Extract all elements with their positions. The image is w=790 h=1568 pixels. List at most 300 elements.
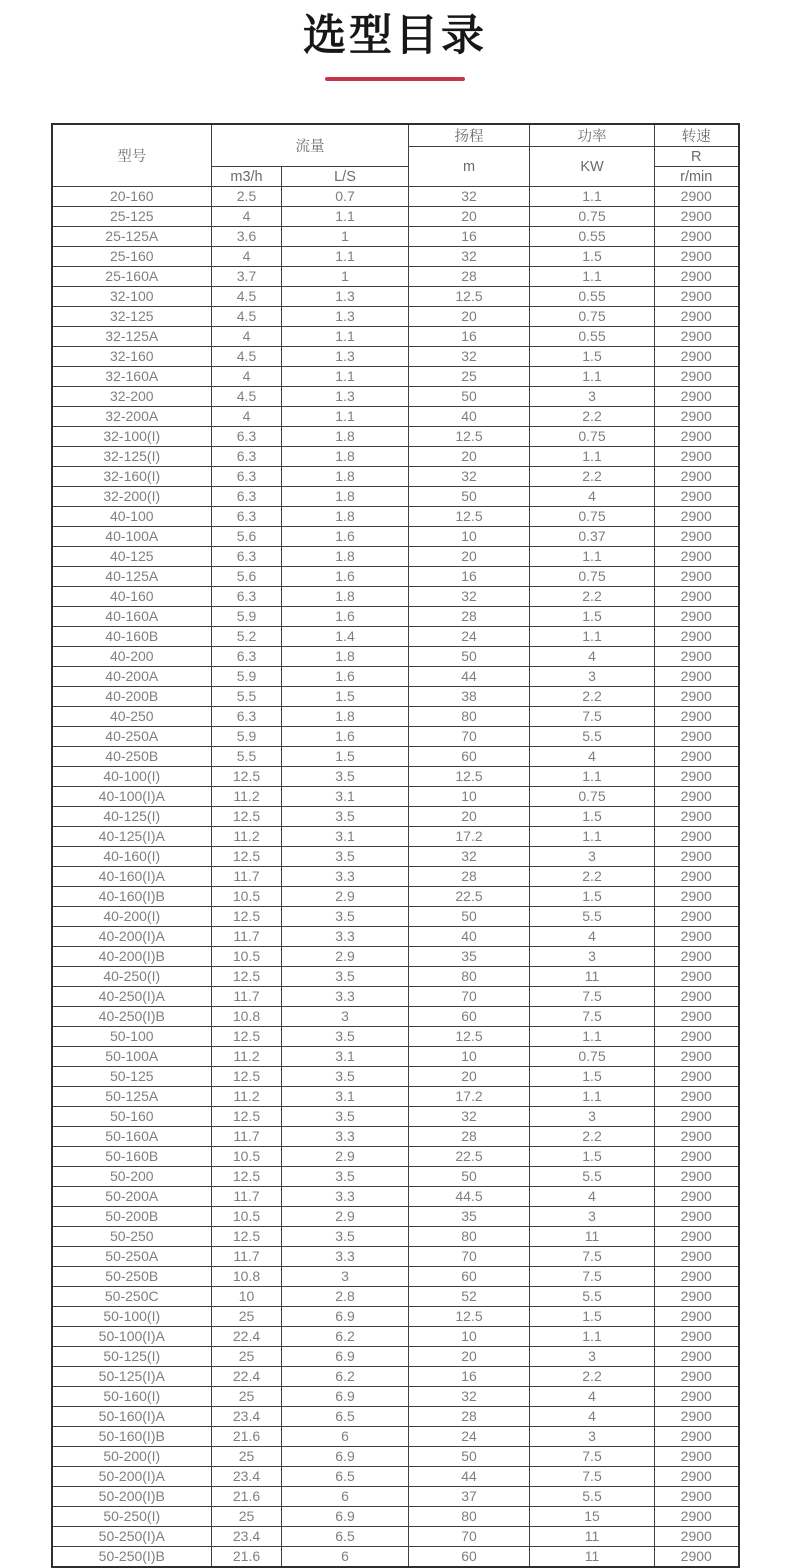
power-kw-cell: 4 [530,487,655,507]
flow-m3h-cell: 6.3 [212,447,282,467]
speed-rpm-cell: 2900 [655,547,739,567]
model-cell: 50-250B [52,1267,212,1287]
model-cell: 50-100A [52,1047,212,1067]
speed-rpm-cell: 2900 [655,1427,739,1447]
model-cell: 32-125A [52,327,212,347]
power-kw-cell: 1.1 [530,447,655,467]
flow-m3h-cell: 6.3 [212,547,282,567]
table-row [52,887,739,907]
head-m-cell: 32 [409,847,530,867]
speed-rpm-cell: 2900 [655,1027,739,1047]
table-row [52,967,739,987]
power-kw-cell: 7.5 [530,1447,655,1467]
head-m-cell: 32 [409,467,530,487]
power-kw-cell: 1.1 [530,187,655,207]
model-cell: 40-200(I)B [52,947,212,967]
flow-ls-cell: 1.6 [282,727,409,747]
table-row [52,207,739,227]
flow-m3h-cell: 4.5 [212,347,282,367]
head-m-cell: 10 [409,1327,530,1347]
speed-rpm-cell: 2900 [655,307,739,327]
table-row [52,907,739,927]
power-kw-cell: 4 [530,647,655,667]
flow-ls-cell: 3.5 [282,1167,409,1187]
power-kw-cell: 0.75 [530,427,655,447]
head-m-cell: 50 [409,1167,530,1187]
speed-rpm-cell: 2900 [655,1187,739,1207]
model-cell: 50-250(I)B [52,1547,212,1568]
power-kw-cell: 1.1 [530,367,655,387]
flow-ls-cell: 3.5 [282,967,409,987]
speed-rpm-cell: 2900 [655,1407,739,1427]
power-kw-cell: 0.75 [530,207,655,227]
table-row [52,1507,739,1527]
flow-m3h-cell: 10.5 [212,1207,282,1227]
head-m-cell: 80 [409,1507,530,1527]
flow-ls-cell: 3.5 [282,1027,409,1047]
speed-rpm-cell: 2900 [655,887,739,907]
head-m-cell: 16 [409,567,530,587]
model-cell: 40-160(I) [52,847,212,867]
speed-rpm-cell: 2900 [655,207,739,227]
flow-m3h-cell: 6.3 [212,427,282,447]
flow-ls-cell: 3.5 [282,1067,409,1087]
flow-m3h-cell: 23.4 [212,1467,282,1487]
table-row [52,607,739,627]
table-row [52,1007,739,1027]
model-cell: 50-250A [52,1247,212,1267]
speed-rpm-cell: 2900 [655,1087,739,1107]
model-cell: 32-160(I) [52,467,212,487]
speed-rpm-cell: 2900 [655,567,739,587]
head-m-cell: 60 [409,1267,530,1287]
power-kw-cell: 0.75 [530,307,655,327]
power-kw-cell: 1.5 [530,607,655,627]
power-kw-cell: 2.2 [530,467,655,487]
model-cell: 40-160B [52,627,212,647]
model-cell: 50-100(I) [52,1307,212,1327]
head-m-cell: 10 [409,787,530,807]
model-cell: 32-160A [52,367,212,387]
speed-rpm-cell: 2900 [655,427,739,447]
head-m-cell: 28 [409,1407,530,1427]
speed-rpm-cell: 2900 [655,387,739,407]
header-model: 型号 [52,124,212,187]
speed-rpm-cell: 2900 [655,1307,739,1327]
flow-m3h-cell: 25 [212,1387,282,1407]
head-m-cell: 12.5 [409,507,530,527]
table-row [52,567,739,587]
head-m-cell: 12.5 [409,287,530,307]
flow-m3h-cell: 11.7 [212,1247,282,1267]
flow-m3h-cell: 10 [212,1287,282,1307]
model-cell: 50-160(I)B [52,1427,212,1447]
flow-ls-cell: 1.8 [282,427,409,447]
model-cell: 20-160 [52,187,212,207]
table-row [52,827,739,847]
flow-ls-cell: 1.8 [282,547,409,567]
model-cell: 50-250(I)A [52,1527,212,1547]
flow-m3h-cell: 12.5 [212,1107,282,1127]
power-kw-cell: 15 [530,1507,655,1527]
power-kw-cell: 1.1 [530,827,655,847]
speed-rpm-cell: 2900 [655,787,739,807]
flow-ls-cell: 1.5 [282,747,409,767]
flow-m3h-cell: 6.3 [212,507,282,527]
flow-m3h-cell: 6.3 [212,487,282,507]
table-row [52,327,739,347]
table-row [52,307,739,327]
table-row [52,1167,739,1187]
model-cell: 40-250 [52,707,212,727]
power-kw-cell: 11 [530,1227,655,1247]
power-kw-cell: 2.2 [530,687,655,707]
table-row [52,727,739,747]
table-header [52,124,739,187]
model-cell: 32-200 [52,387,212,407]
flow-m3h-cell: 12.5 [212,767,282,787]
flow-m3h-cell: 11.2 [212,1087,282,1107]
model-cell: 50-200A [52,1187,212,1207]
table-row [52,1247,739,1267]
head-m-cell: 32 [409,1107,530,1127]
flow-m3h-cell: 22.4 [212,1367,282,1387]
flow-m3h-cell: 10.8 [212,1007,282,1027]
speed-rpm-cell: 2900 [655,827,739,847]
power-kw-cell: 2.2 [530,407,655,427]
flow-ls-cell: 6.9 [282,1507,409,1527]
table-row [52,467,739,487]
table-row [52,547,739,567]
model-cell: 50-160A [52,1127,212,1147]
model-cell: 50-200(I)B [52,1487,212,1507]
head-m-cell: 60 [409,747,530,767]
flow-ls-cell: 1.3 [282,347,409,367]
table-row [52,1227,739,1247]
model-cell: 40-250(I) [52,967,212,987]
model-cell: 40-160(I)A [52,867,212,887]
head-m-cell: 50 [409,1447,530,1467]
head-m-cell: 80 [409,707,530,727]
table-row [52,1207,739,1227]
speed-rpm-cell: 2900 [655,967,739,987]
head-m-cell: 44.5 [409,1187,530,1207]
flow-m3h-cell: 4.5 [212,387,282,407]
table-row [52,987,739,1007]
flow-ls-cell: 6.5 [282,1527,409,1547]
table-row [52,1427,739,1447]
table-row [52,487,739,507]
flow-m3h-cell: 11.2 [212,827,282,847]
speed-rpm-cell: 2900 [655,327,739,347]
head-m-cell: 80 [409,1227,530,1247]
speed-rpm-cell: 2900 [655,1527,739,1547]
flow-ls-cell: 1.6 [282,607,409,627]
head-m-cell: 44 [409,1467,530,1487]
flow-m3h-cell: 4.5 [212,287,282,307]
flow-ls-cell: 1.8 [282,447,409,467]
head-m-cell: 60 [409,1007,530,1027]
speed-rpm-cell: 2900 [655,367,739,387]
model-cell: 40-100A [52,527,212,547]
head-m-cell: 12.5 [409,1307,530,1327]
flow-m3h-cell: 4 [212,327,282,347]
head-m-cell: 10 [409,1047,530,1067]
flow-m3h-cell: 11.7 [212,867,282,887]
flow-ls-cell: 1.8 [282,467,409,487]
flow-ls-cell: 6.9 [282,1447,409,1467]
head-m-cell: 35 [409,947,530,967]
flow-ls-cell: 6 [282,1487,409,1507]
head-m-cell: 50 [409,387,530,407]
flow-ls-cell: 3.3 [282,927,409,947]
speed-rpm-cell: 2900 [655,1367,739,1387]
power-kw-cell: 1.1 [530,1087,655,1107]
flow-ls-cell: 6.2 [282,1367,409,1387]
table-row [52,347,739,367]
power-kw-cell: 1.1 [530,267,655,287]
power-kw-cell: 0.75 [530,507,655,527]
power-kw-cell: 3 [530,1347,655,1367]
speed-rpm-cell: 2900 [655,1147,739,1167]
model-cell: 40-200 [52,647,212,667]
speed-rpm-cell: 2900 [655,527,739,547]
table-row [52,1347,739,1367]
speed-rpm-cell: 2900 [655,807,739,827]
flow-ls-cell: 1.8 [282,487,409,507]
table-row [52,1107,739,1127]
flow-ls-cell: 1.5 [282,687,409,707]
model-cell: 40-160 [52,587,212,607]
flow-ls-cell: 3 [282,1267,409,1287]
header-speed: 转速 [655,124,739,147]
flow-m3h-cell: 23.4 [212,1407,282,1427]
power-kw-cell: 11 [530,1527,655,1547]
table-row [52,947,739,967]
flow-m3h-cell: 12.5 [212,807,282,827]
model-cell: 50-250C [52,1287,212,1307]
power-kw-cell: 1.5 [530,247,655,267]
flow-ls-cell: 1.8 [282,507,409,527]
power-kw-cell: 5.5 [530,1167,655,1187]
table-row [52,1127,739,1147]
power-kw-cell: 3 [530,1207,655,1227]
model-cell: 25-160A [52,267,212,287]
flow-m3h-cell: 12.5 [212,907,282,927]
model-cell: 40-100(I)A [52,787,212,807]
flow-ls-cell: 2.9 [282,1147,409,1167]
model-cell: 25-160 [52,247,212,267]
head-m-cell: 80 [409,967,530,987]
model-cell: 25-125A [52,227,212,247]
head-m-cell: 20 [409,307,530,327]
table-row [52,1287,739,1307]
power-kw-cell: 0.55 [530,327,655,347]
head-m-cell: 16 [409,1367,530,1387]
flow-m3h-cell: 22.4 [212,1327,282,1347]
table-row [52,427,739,447]
flow-ls-cell: 1 [282,267,409,287]
power-kw-cell: 1.1 [530,1027,655,1047]
table-row [52,507,739,527]
model-cell: 32-100(I) [52,427,212,447]
power-kw-cell: 3 [530,667,655,687]
table-row [52,1307,739,1327]
speed-rpm-cell: 2900 [655,727,739,747]
speed-rpm-cell: 2900 [655,987,739,1007]
power-kw-cell: 1.5 [530,807,655,827]
power-kw-cell: 5.5 [530,1487,655,1507]
power-kw-cell: 7.5 [530,1007,655,1027]
speed-rpm-cell: 2900 [655,1267,739,1287]
speed-rpm-cell: 2900 [655,507,739,527]
head-m-cell: 12.5 [409,427,530,447]
head-m-cell: 40 [409,407,530,427]
speed-rpm-cell: 2900 [655,407,739,427]
model-cell: 40-250A [52,727,212,747]
flow-m3h-cell: 25 [212,1307,282,1327]
model-cell: 40-200(I)A [52,927,212,947]
speed-rpm-cell: 2900 [655,627,739,647]
flow-ls-cell: 6.5 [282,1467,409,1487]
speed-rpm-cell: 2900 [655,1447,739,1467]
flow-ls-cell: 1.1 [282,367,409,387]
table-row [52,1027,739,1047]
flow-ls-cell: 3.1 [282,787,409,807]
header-speed-unit-rmin: r/min [655,167,739,187]
head-m-cell: 60 [409,1547,530,1568]
flow-ls-cell: 3.3 [282,1247,409,1267]
table-row [52,927,739,947]
model-cell: 50-125(I) [52,1347,212,1367]
power-kw-cell: 11 [530,967,655,987]
model-cell: 50-100 [52,1027,212,1047]
model-cell: 40-100 [52,507,212,527]
table-row [52,387,739,407]
flow-ls-cell: 1.8 [282,647,409,667]
speed-rpm-cell: 2900 [655,587,739,607]
power-kw-cell: 2.2 [530,867,655,887]
flow-ls-cell: 3.1 [282,1047,409,1067]
head-m-cell: 22.5 [409,887,530,907]
flow-ls-cell: 1.4 [282,627,409,647]
power-kw-cell: 2.2 [530,1127,655,1147]
header-power-unit-kw: KW [530,147,655,187]
table-row [52,1467,739,1487]
flow-m3h-cell: 5.9 [212,727,282,747]
table-row [52,1487,739,1507]
head-m-cell: 32 [409,347,530,367]
flow-ls-cell: 3.5 [282,807,409,827]
table-body [52,187,739,1568]
head-m-cell: 12.5 [409,767,530,787]
model-cell: 25-125 [52,207,212,227]
speed-rpm-cell: 2900 [655,927,739,947]
speed-rpm-cell: 2900 [655,1287,739,1307]
speed-rpm-cell: 2900 [655,1387,739,1407]
model-cell: 40-200B [52,687,212,707]
head-m-cell: 37 [409,1487,530,1507]
power-kw-cell: 11 [530,1547,655,1568]
speed-rpm-cell: 2900 [655,1347,739,1367]
power-kw-cell: 0.75 [530,567,655,587]
power-kw-cell: 1.5 [530,1307,655,1327]
table-row [52,587,739,607]
table-row [52,647,739,667]
flow-m3h-cell: 11.2 [212,787,282,807]
flow-ls-cell: 1.1 [282,247,409,267]
head-m-cell: 24 [409,1427,530,1447]
flow-ls-cell: 3.3 [282,1127,409,1147]
head-m-cell: 28 [409,267,530,287]
speed-rpm-cell: 2900 [655,647,739,667]
flow-ls-cell: 1.1 [282,207,409,227]
head-m-cell: 70 [409,1247,530,1267]
table-row [52,1367,739,1387]
power-kw-cell: 1.5 [530,887,655,907]
flow-ls-cell: 3.5 [282,1227,409,1247]
model-cell: 32-200(I) [52,487,212,507]
speed-rpm-cell: 2900 [655,1207,739,1227]
flow-ls-cell: 6.9 [282,1307,409,1327]
speed-rpm-cell: 2900 [655,1247,739,1267]
speed-rpm-cell: 2900 [655,867,739,887]
speed-rpm-cell: 2900 [655,767,739,787]
flow-m3h-cell: 11.2 [212,1047,282,1067]
model-cell: 50-200B [52,1207,212,1227]
flow-ls-cell: 3.5 [282,847,409,867]
table-row [52,227,739,247]
model-cell: 50-125 [52,1067,212,1087]
flow-ls-cell: 6.9 [282,1347,409,1367]
model-cell: 40-125A [52,567,212,587]
table-row [52,1327,739,1347]
speed-rpm-cell: 2900 [655,1167,739,1187]
speed-rpm-cell: 2900 [655,747,739,767]
flow-m3h-cell: 6.3 [212,467,282,487]
flow-m3h-cell: 12.5 [212,1027,282,1047]
flow-m3h-cell: 6.3 [212,647,282,667]
head-m-cell: 17.2 [409,827,530,847]
model-cell: 50-250(I) [52,1507,212,1527]
power-kw-cell: 1.5 [530,347,655,367]
head-m-cell: 70 [409,1527,530,1547]
head-m-cell: 32 [409,1387,530,1407]
flow-m3h-cell: 25 [212,1447,282,1467]
head-m-cell: 35 [409,1207,530,1227]
model-cell: 50-100(I)A [52,1327,212,1347]
power-kw-cell: 5.5 [530,1287,655,1307]
speed-rpm-cell: 2900 [655,347,739,367]
head-m-cell: 70 [409,727,530,747]
flow-ls-cell: 1.1 [282,407,409,427]
head-m-cell: 16 [409,327,530,347]
head-m-cell: 44 [409,667,530,687]
flow-m3h-cell: 12.5 [212,1067,282,1087]
head-m-cell: 70 [409,987,530,1007]
model-cell: 40-160A [52,607,212,627]
speed-rpm-cell: 2900 [655,187,739,207]
model-cell: 40-100(I) [52,767,212,787]
model-cell: 40-160(I)B [52,887,212,907]
table-row [52,1447,739,1467]
table-row [52,1547,739,1568]
model-cell: 32-160 [52,347,212,367]
flow-m3h-cell: 6.3 [212,587,282,607]
flow-ls-cell: 2.8 [282,1287,409,1307]
speed-rpm-cell: 2900 [655,947,739,967]
speed-rpm-cell: 2900 [655,467,739,487]
